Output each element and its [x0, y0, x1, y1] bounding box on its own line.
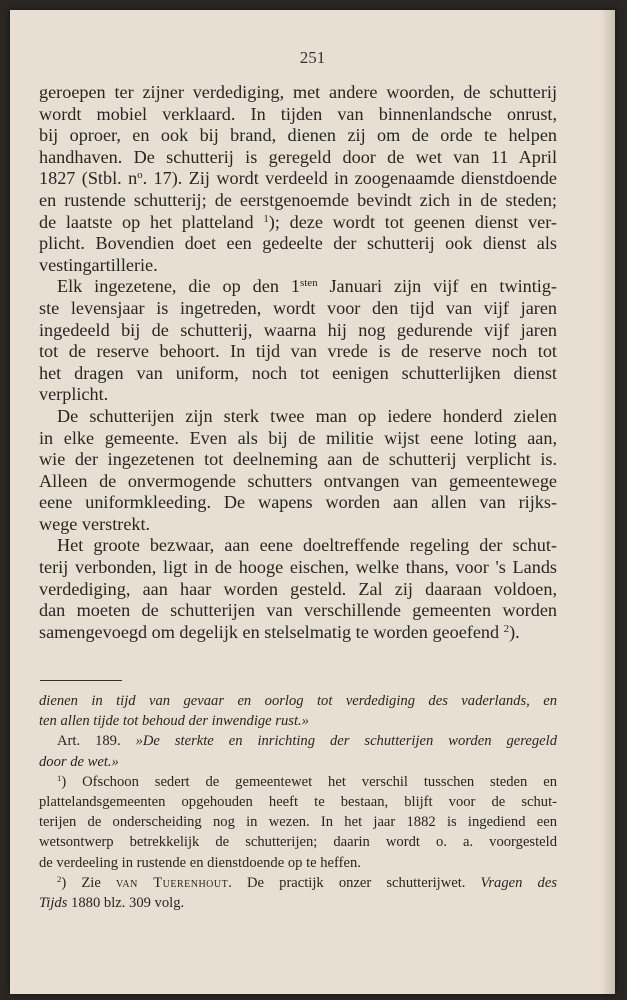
- footnotes: [39, 691, 557, 913]
- body-text: [39, 82, 557, 643]
- body-line: tot de reserve behoort. In tijd van vrede is de reserve noch tot: [39, 341, 557, 362]
- note-line: dienen in tijd van gevaar en oorlog tot verdediging des vaderlands, en: [39, 693, 557, 709]
- body-line: geroepen ter zijner verdediging, met andere woorden, de schutterij: [39, 82, 557, 102]
- body-line: terij verbonden, ligt in de hooge eischen, welke thans, voor 's Lands: [39, 557, 557, 578]
- page-number: 251: [299, 48, 326, 67]
- note-line: Tijds 1880 blz. 309 volg.: [39, 895, 185, 912]
- ordinal-superscript: o: [137, 169, 143, 182]
- body-line: samengevoegd om degelijk en stelselmatig te worden geoefend $^2$).: [39, 621, 520, 642]
- footnote-1: $^1$) Ofschoon sedert de gemeentewet het verschil tusschen steden en: [57, 773, 557, 790]
- body-line: wege verstrekt.: [39, 513, 151, 534]
- body-line: ste levensjaar is ingetreden, wordt voor den tijd van vijf jaren: [39, 297, 557, 318]
- body-line: dan moeten de schutterijen van verschillende gemeenten worden: [39, 600, 557, 621]
- note-line: de verdeeling in rustende en dienstdoende op te heffen.: [39, 854, 361, 871]
- page-edge-shadow: [601, 10, 615, 994]
- body-line: verdediging, aan haar worden gesteld. Zal zij daaraan voldoen,: [39, 578, 557, 599]
- footnote-mark-1: 1: [57, 773, 62, 783]
- note-line: door de wet.»: [39, 753, 119, 770]
- footnote-divider: [40, 680, 122, 681]
- footnote-mark-2: 2: [57, 874, 62, 885]
- body-line: De schutterijen zijn sterk twee man op iedere honderd zielen: [57, 405, 557, 426]
- footnote-2: $^2$) Zie van Tuerenhout. De practijk onzer schutterijwet. Vragen des: [57, 874, 558, 891]
- footnote-ref-1: 1: [263, 212, 269, 225]
- note-line: wetsontwerp betrekkelijk de schutterijen; daarin wordt o. a. voorgesteld: [39, 834, 557, 851]
- body-line: Elk ingezetene, die op den $1^{sten}$ Januari zijn vijf en twintig-: [57, 276, 557, 297]
- body-line: het dragen van uniform, noch tot eenigen schutterlijken dienst: [39, 362, 557, 383]
- body-line: 1827 (Stbl. $n^o$. 17). Zij wordt verdeeld in zoogenaamde dienstdoende: [39, 168, 558, 189]
- note-line: plattelandsgemeenten opgehouden heeft te bestaan, blijft voor de schut-: [39, 794, 557, 811]
- note-line: Art. 189. »De sterkte en inrichting der schutterijen worden geregeld: [57, 733, 557, 750]
- body-line: wie der ingezetenen tot deelneming aan de schutterij verplicht is.: [39, 449, 557, 470]
- body-line: wordt mobiel verklaard. In tijden van binnenlandsche onrust,: [39, 103, 557, 124]
- body-line: ingedeeld bij de schutterij, waarna hij nog gedurende vijf jaren: [39, 319, 557, 340]
- body-line: eene uniformkleeding. De wapens worden aan allen van rijks-: [39, 492, 557, 513]
- body-line: bij oproer, en ook bij brand, dienen zij om de orde te helpen: [39, 125, 557, 146]
- note-line: terijen de onderscheiding nog in wezen. In het jaar 1882 is ingediend een: [39, 814, 557, 831]
- body-line: vestingartillerie.: [39, 254, 158, 275]
- body-line: de laatste op het platteland $^1$); deze wordt tot geenen dienst ver-: [39, 211, 557, 232]
- note-line: ten allen tijde tot behoud der inwendige rust.»: [39, 713, 309, 730]
- body-line: en rustende schutterij; de eerstgenoemde bevindt zich in de steden;: [39, 189, 557, 210]
- footnote-ref-2: 2: [503, 622, 510, 635]
- body-line: Het groote bezwaar, aan eene doeltreffende regeling der schut-: [57, 535, 557, 556]
- ordinal-superscript: sten: [299, 277, 318, 290]
- body-line: plicht. Bovendien doet een gedeelte der schutterij ook dienst als: [39, 233, 557, 254]
- body-line: handhaven. De schutterij is geregeld door de wet van 11 April: [39, 146, 557, 167]
- body-line: verplicht.: [39, 384, 109, 405]
- book-page: [10, 10, 615, 994]
- body-line: in elke gemeente. Even als bij de militie wijst eene loting aan,: [39, 427, 557, 448]
- body-line: Alleen de onvermogende schutters ontvangen van gemeentewege: [39, 470, 557, 491]
